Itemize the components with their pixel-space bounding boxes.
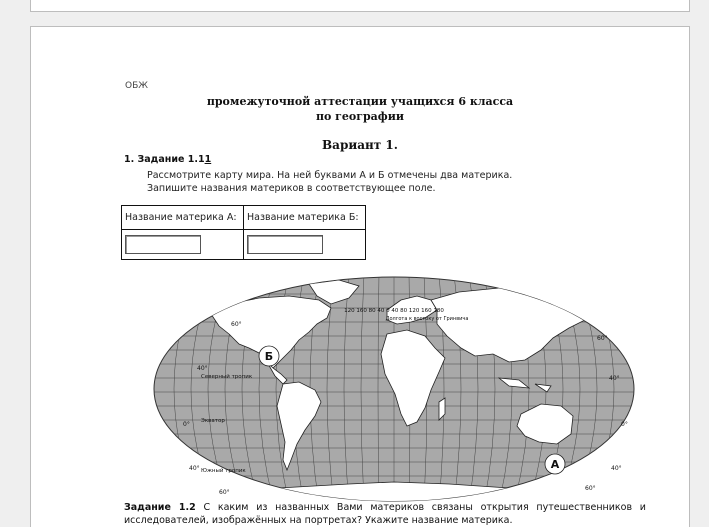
top-scale: 120 160 80 40 0 40 80 120 160 180 (344, 308, 444, 314)
task1-number-tail: 1 (204, 154, 212, 165)
task2-text (124, 501, 646, 527)
label-b: Б (264, 350, 274, 363)
lat-label-right-n40: 40° (609, 375, 620, 382)
previous-page-edge (30, 0, 690, 12)
task2-label: Задание 1.2 (124, 502, 196, 513)
answer-a-header: Название материка А: (122, 206, 244, 230)
task1-number: 1. Задание 1.1 (124, 154, 205, 165)
lat-label-right-s60: 60° (585, 485, 596, 492)
lat-label-right-n60: 60° (597, 335, 608, 342)
lat-label-right-eq: 0° (621, 421, 628, 428)
task1-heading (124, 154, 211, 165)
doc-title-line1: промежуточной аттестации учащихся 6 класса (206, 95, 514, 108)
lat-label-s60: 60° (219, 489, 230, 496)
answer-b-input[interactable] (247, 235, 323, 254)
north-tropic-label: Северный тропик (201, 374, 253, 380)
task1-text (147, 169, 512, 195)
subject-label: ОБЖ (125, 81, 148, 91)
lat-label-n60: 60° (231, 321, 242, 328)
lat-label-s40: 40° (189, 465, 200, 472)
task1-text-line2: Запишите названия материков в соответствующее поле. (147, 183, 436, 194)
equator-label: Экватор (201, 418, 225, 424)
top-caption: Долгота к востоку от Гринвича (385, 316, 469, 322)
answer-b-header: Название материка Б: (244, 206, 366, 230)
answer-a-cell (122, 230, 244, 260)
task2-body: С каким из названных Вами материков связаны открытия путешественников и исследователей, изображённых на портретах? Укажите название материка. (124, 502, 646, 526)
answer-b-cell (244, 230, 366, 260)
lat-label-right-s40: 40° (611, 465, 622, 472)
task1-text-line1: Рассмотрите карту мира. На ней буквами А и Б отмечены два материка. (147, 170, 513, 181)
variant-heading: Вариант 1. (322, 138, 398, 152)
document-page (30, 26, 690, 527)
lat-label-n40: 40° (197, 365, 208, 372)
lat-label-eq: 0° (183, 421, 190, 428)
answer-table (121, 205, 366, 260)
world-map (149, 274, 639, 504)
answer-a-input[interactable] (125, 235, 201, 254)
label-a: А (550, 458, 560, 471)
doc-title-line2: по географии (315, 110, 405, 123)
south-tropic-label: Южный тропик (201, 468, 246, 474)
